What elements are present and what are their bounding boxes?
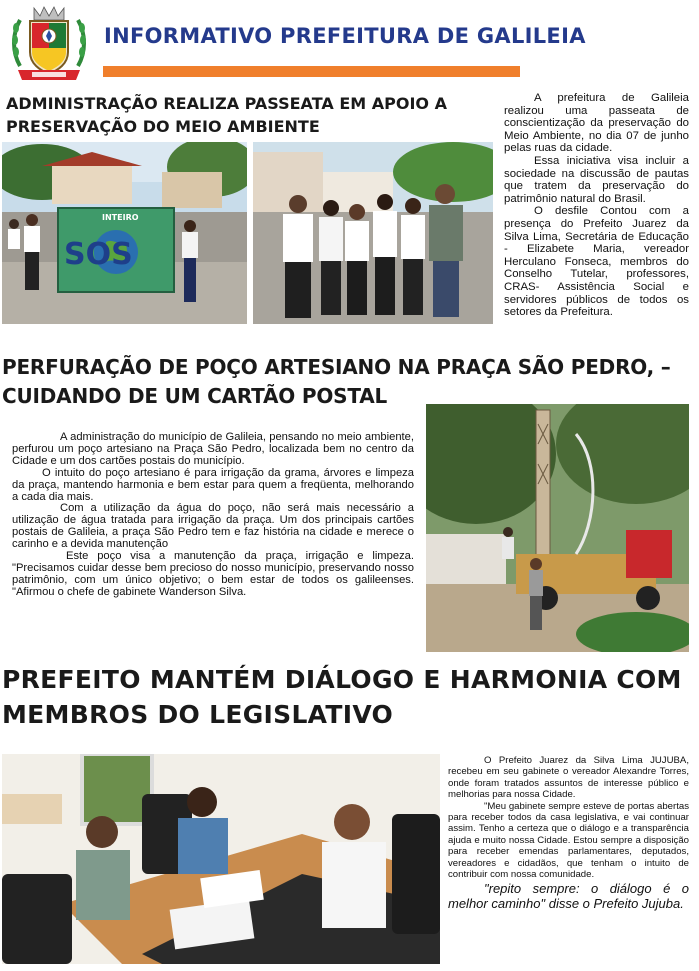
- article-1-body: [504, 92, 689, 319]
- article-3-body: [448, 755, 689, 912]
- article-1-headline: ADMINISTRAÇÃO REALIZA PASSEATA EM APOIO A PRESERVAÇÃO DO MEIO AMBIENTE: [6, 94, 447, 136]
- article-2-headline: PERFURAÇÃO DE POÇO ARTESIANO NA PRAÇA SÃO PEDRO, – CUIDANDO DE UM CARTÃO POSTAL: [2, 355, 671, 408]
- masthead-title: INFORMATIVO PREFEITURA DE GALILEIA: [104, 24, 586, 48]
- article-1-paragraph: Essa iniciativa visa incluir a sociedade na discussão de pautas que tratem da preservação do patrimônio natural do Brasil.: [504, 154, 689, 205]
- article-3-headline: PREFEITO MANTÉM DIÁLOGO E HARMONIA COM MEMBROS DO LEGISLATIVO: [2, 665, 682, 729]
- article-3-paragraph: "Meu gabinete sempre esteve de portas abertas para receber todos da casa legislativa, e vai continuar assim. Tenho a certeza que o diálogo e a transparência ajuda e muito nossa Cidade. Estou sempre a disposição para receber emendas parlamentares, deputados, vereadores e cidadãos, que tenham o intuito de contribuir com nossa comunidade.: [448, 800, 689, 881]
- mayor-meeting-photo: [2, 754, 440, 964]
- article-2-body: [12, 432, 414, 599]
- well-drilling-photo: [426, 404, 689, 652]
- officials-group-photo: [253, 142, 493, 324]
- banner-top-text: INTEIRO: [102, 213, 139, 222]
- masthead-divider: [103, 66, 520, 77]
- article-2-paragraph: O intuito do poço artesiano é para irrigação da grama, árvores e limpeza da praça, mantendo harmonia e bem estar para quem a freqüenta, melhorando a cada dia mais.: [12, 466, 414, 503]
- banner-sos-text: SOS: [64, 237, 133, 272]
- article-2-paragraph: Com a utilização da água do poço, não será mais necessário a utilização de água tratada para irrigação da praça. Um dos principais cartões postais de Galileia, a praça São Pedro tem e faz história na cidade e merece o carinho e a devida manutenção: [12, 502, 414, 551]
- article-1-paragraph: O desfile Contou com a presença do Prefeito Juarez da Silva Lima, Secretária de Educação - Elizabete Maria, vereador Herculano Fonseca, membros do Conselho Tutelar, professores, CRAS- Assistência Social e servidores públicos de todos os setores da Prefeitura.: [504, 205, 689, 319]
- article-3-paragraph: O Prefeito Juarez da Silva Lima JUJUBA, recebeu em seu gabinete o vereador Alexandre Torres, onde foram tratados assuntos de interesse público e melhorias para nossa Cidade.: [448, 755, 689, 801]
- article-3-quote: "repito sempre: o diálogo é o melhor caminho" disse o Prefeito Jujuba.: [448, 881, 689, 912]
- article-2-paragraph: Este poço visa a manutenção da praça, irrigação e limpeza. "Precisamos cuidar desse bem precioso do nosso município, preservando nosso patrimônio, com um único objetivo; o bem estar de todos os galileenses. "Afirmou o chefe de gabinete Wanderson Silva.: [12, 550, 414, 598]
- article-1-paragraph: A prefeitura de Galileia realizou uma passeata de conscientização da preservação do Meio Ambiente, no dia 07 de junho pelas ruas da cidade.: [504, 92, 689, 155]
- environmental-march-photo: [2, 142, 247, 324]
- article-2-paragraph: A administração do município de Galileia, pensando no meio ambiente, perfurou um poço artesiano na Praça São Pedro, localizada bem no centro da Cidade e um dos cartões postais do município.: [12, 431, 414, 467]
- galileia-coat-of-arms-icon: [10, 4, 88, 84]
